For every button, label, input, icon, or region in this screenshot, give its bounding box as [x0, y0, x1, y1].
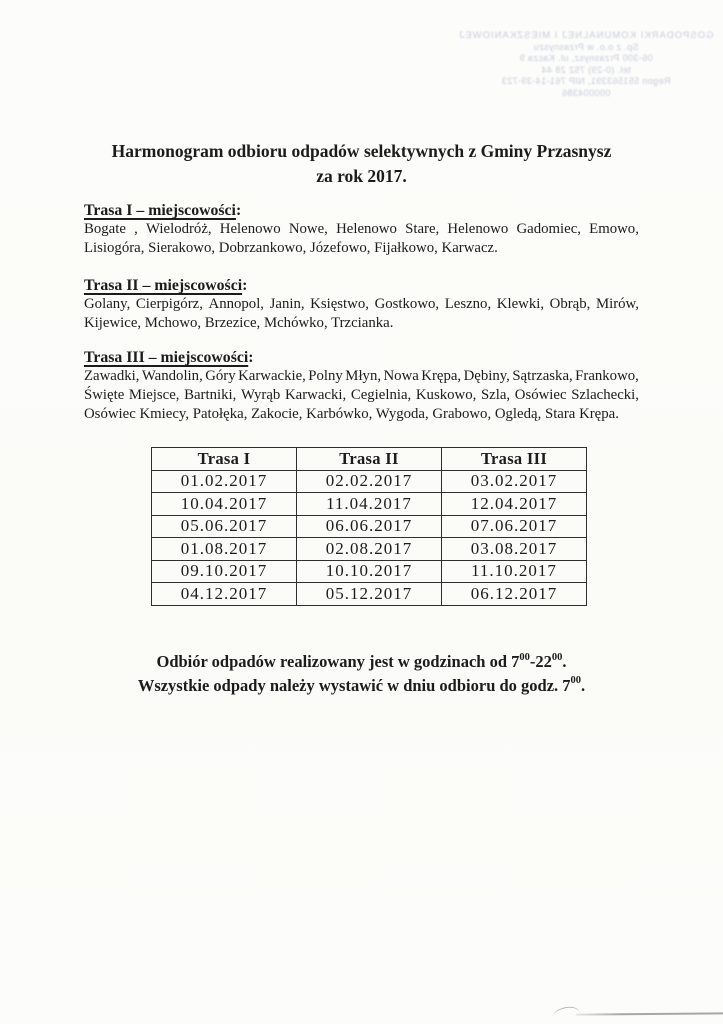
date-cell: 12.04.2017 [442, 493, 587, 516]
date-cell: 02.08.2017 [297, 538, 442, 561]
footer-line-1-end: . [562, 652, 567, 671]
date-cell: 10.10.2017 [297, 560, 442, 583]
header-cell-trasa-3: Trasa III [442, 448, 587, 471]
route-3-heading [84, 348, 639, 367]
date-cell: 09.10.2017 [152, 560, 297, 583]
footer-superscript: 00 [570, 675, 582, 686]
route-1-heading-text: Trasa I – miejscowości [84, 202, 236, 219]
table-row [152, 470, 587, 493]
stamp-line: 000004386 [561, 87, 611, 98]
route-3-line-1: Zawadki, Wandolin, Góry Karwackie, Polny Młyn, Nowa Krępa, Dębiny, Sątrzaska, Frankowo, [84, 368, 639, 384]
route-3-line-2: Święte Miejsce, Bartniki, Wyrąb Karwacki, Cegielnia, Kuskowo, Szla, Osówiec Szlachecki, [84, 387, 639, 403]
header-cell-trasa-2: Trasa II [297, 448, 442, 471]
route-3-line-3: Osówiec Kmiecy, Patołęka, Zakocie, Karbówko, Wygoda, Grabowo, Ogledą, Stara Krępa. [84, 406, 619, 422]
date-cell: 01.02.2017 [152, 470, 297, 493]
table-row [152, 515, 587, 538]
date-cell: 07.06.2017 [442, 515, 587, 538]
date-cell: 11.10.2017 [442, 560, 587, 583]
route-section-3 [84, 348, 639, 424]
stamp-line: Sp. z o.o. w Przasnyszu [533, 41, 639, 52]
route-3-heading-colon: : [248, 349, 254, 366]
table-row [152, 493, 587, 516]
footer-line-1-text: Odbiór odpadów realizowany jest w godzinach od 7 [156, 652, 520, 671]
stamp-line: 06-300 Przasnysz, ul. Kacza 9 [519, 53, 653, 63]
title-line-2: za rok 2017. [316, 166, 407, 186]
route-1-line-1: Bogate , Wielodróż, Helenowo Nowe, Helenowo Stare, Helenowo Gadomiec, Emowo, [84, 221, 639, 237]
date-cell: 06.06.2017 [297, 515, 442, 538]
footer-note [0, 650, 723, 697]
title-line-1: Harmonogram odbioru odpadów selektywnych z Gminy Przasnysz [111, 141, 612, 161]
route-3-heading-text: Trasa III – miejscowości [84, 349, 249, 366]
route-1-heading [84, 201, 639, 220]
header-cell-trasa-1: Trasa I [152, 448, 297, 471]
scan-artifact-line [576, 1012, 723, 1015]
footer-line-2 [0, 674, 723, 698]
route-2-heading-colon: : [242, 277, 248, 294]
footer-line-1 [0, 650, 723, 674]
route-section-2 [84, 276, 639, 333]
footer-line-2-end: . [581, 675, 586, 695]
footer-superscript: 00 [551, 651, 563, 663]
date-cell: 11.04.2017 [297, 493, 442, 516]
route-2-heading-text: Trasa II – miejscowości [84, 277, 243, 294]
date-cell: 01.08.2017 [152, 538, 297, 561]
route-1-heading-colon: : [235, 202, 242, 219]
table-row [152, 583, 587, 606]
table-header-row [152, 448, 587, 471]
route-section-1 [84, 201, 639, 258]
document-title [0, 139, 723, 189]
route-2-line-2: Kijewice, Mchowo, Brzezice, Mchówko, Trzcianka. [84, 315, 394, 331]
date-cell: 05.12.2017 [297, 583, 442, 606]
stamp-line: GOSPODARKI KOMUNALNEJ I MIESZKANIOWEJ [458, 30, 714, 41]
stamp-bleedthrough [450, 30, 722, 99]
footer-line-1-mid: -22 [529, 652, 552, 671]
date-cell: 03.02.2017 [442, 470, 587, 493]
date-cell: 03.08.2017 [442, 538, 587, 561]
table-row [152, 538, 587, 561]
scan-artifact-curl [552, 1006, 581, 1018]
stamp-line: Regon 551563391, NIP 761-14-39-723 [501, 76, 671, 86]
date-cell: 06.12.2017 [442, 583, 587, 606]
date-cell: 02.02.2017 [297, 470, 442, 493]
date-cell: 10.04.2017 [152, 493, 297, 516]
route-2-heading [84, 276, 639, 295]
date-cell: 04.12.2017 [152, 583, 297, 606]
route-1-line-2: Lisiogóra, Sierakowo, Dobrzankowo, Józefowo, Fijałkowo, Karwacz. [84, 240, 498, 256]
footer-line-2-text: Wszystkie odpady należy wystawić w dniu odbioru do godz. 7 [137, 675, 571, 695]
date-cell: 05.06.2017 [152, 515, 297, 538]
table-row [152, 560, 587, 583]
footer-superscript: 00 [519, 651, 530, 663]
stamp-line: tel. (0-29) 752 28 44 [541, 64, 631, 75]
route-2-line-1: Golany, Cierpigórz, Annopol, Janin, Księstwo, Gostkowo, Leszno, Klewki, Obrąb, Mirów, [84, 296, 639, 312]
schedule-table [151, 447, 587, 606]
